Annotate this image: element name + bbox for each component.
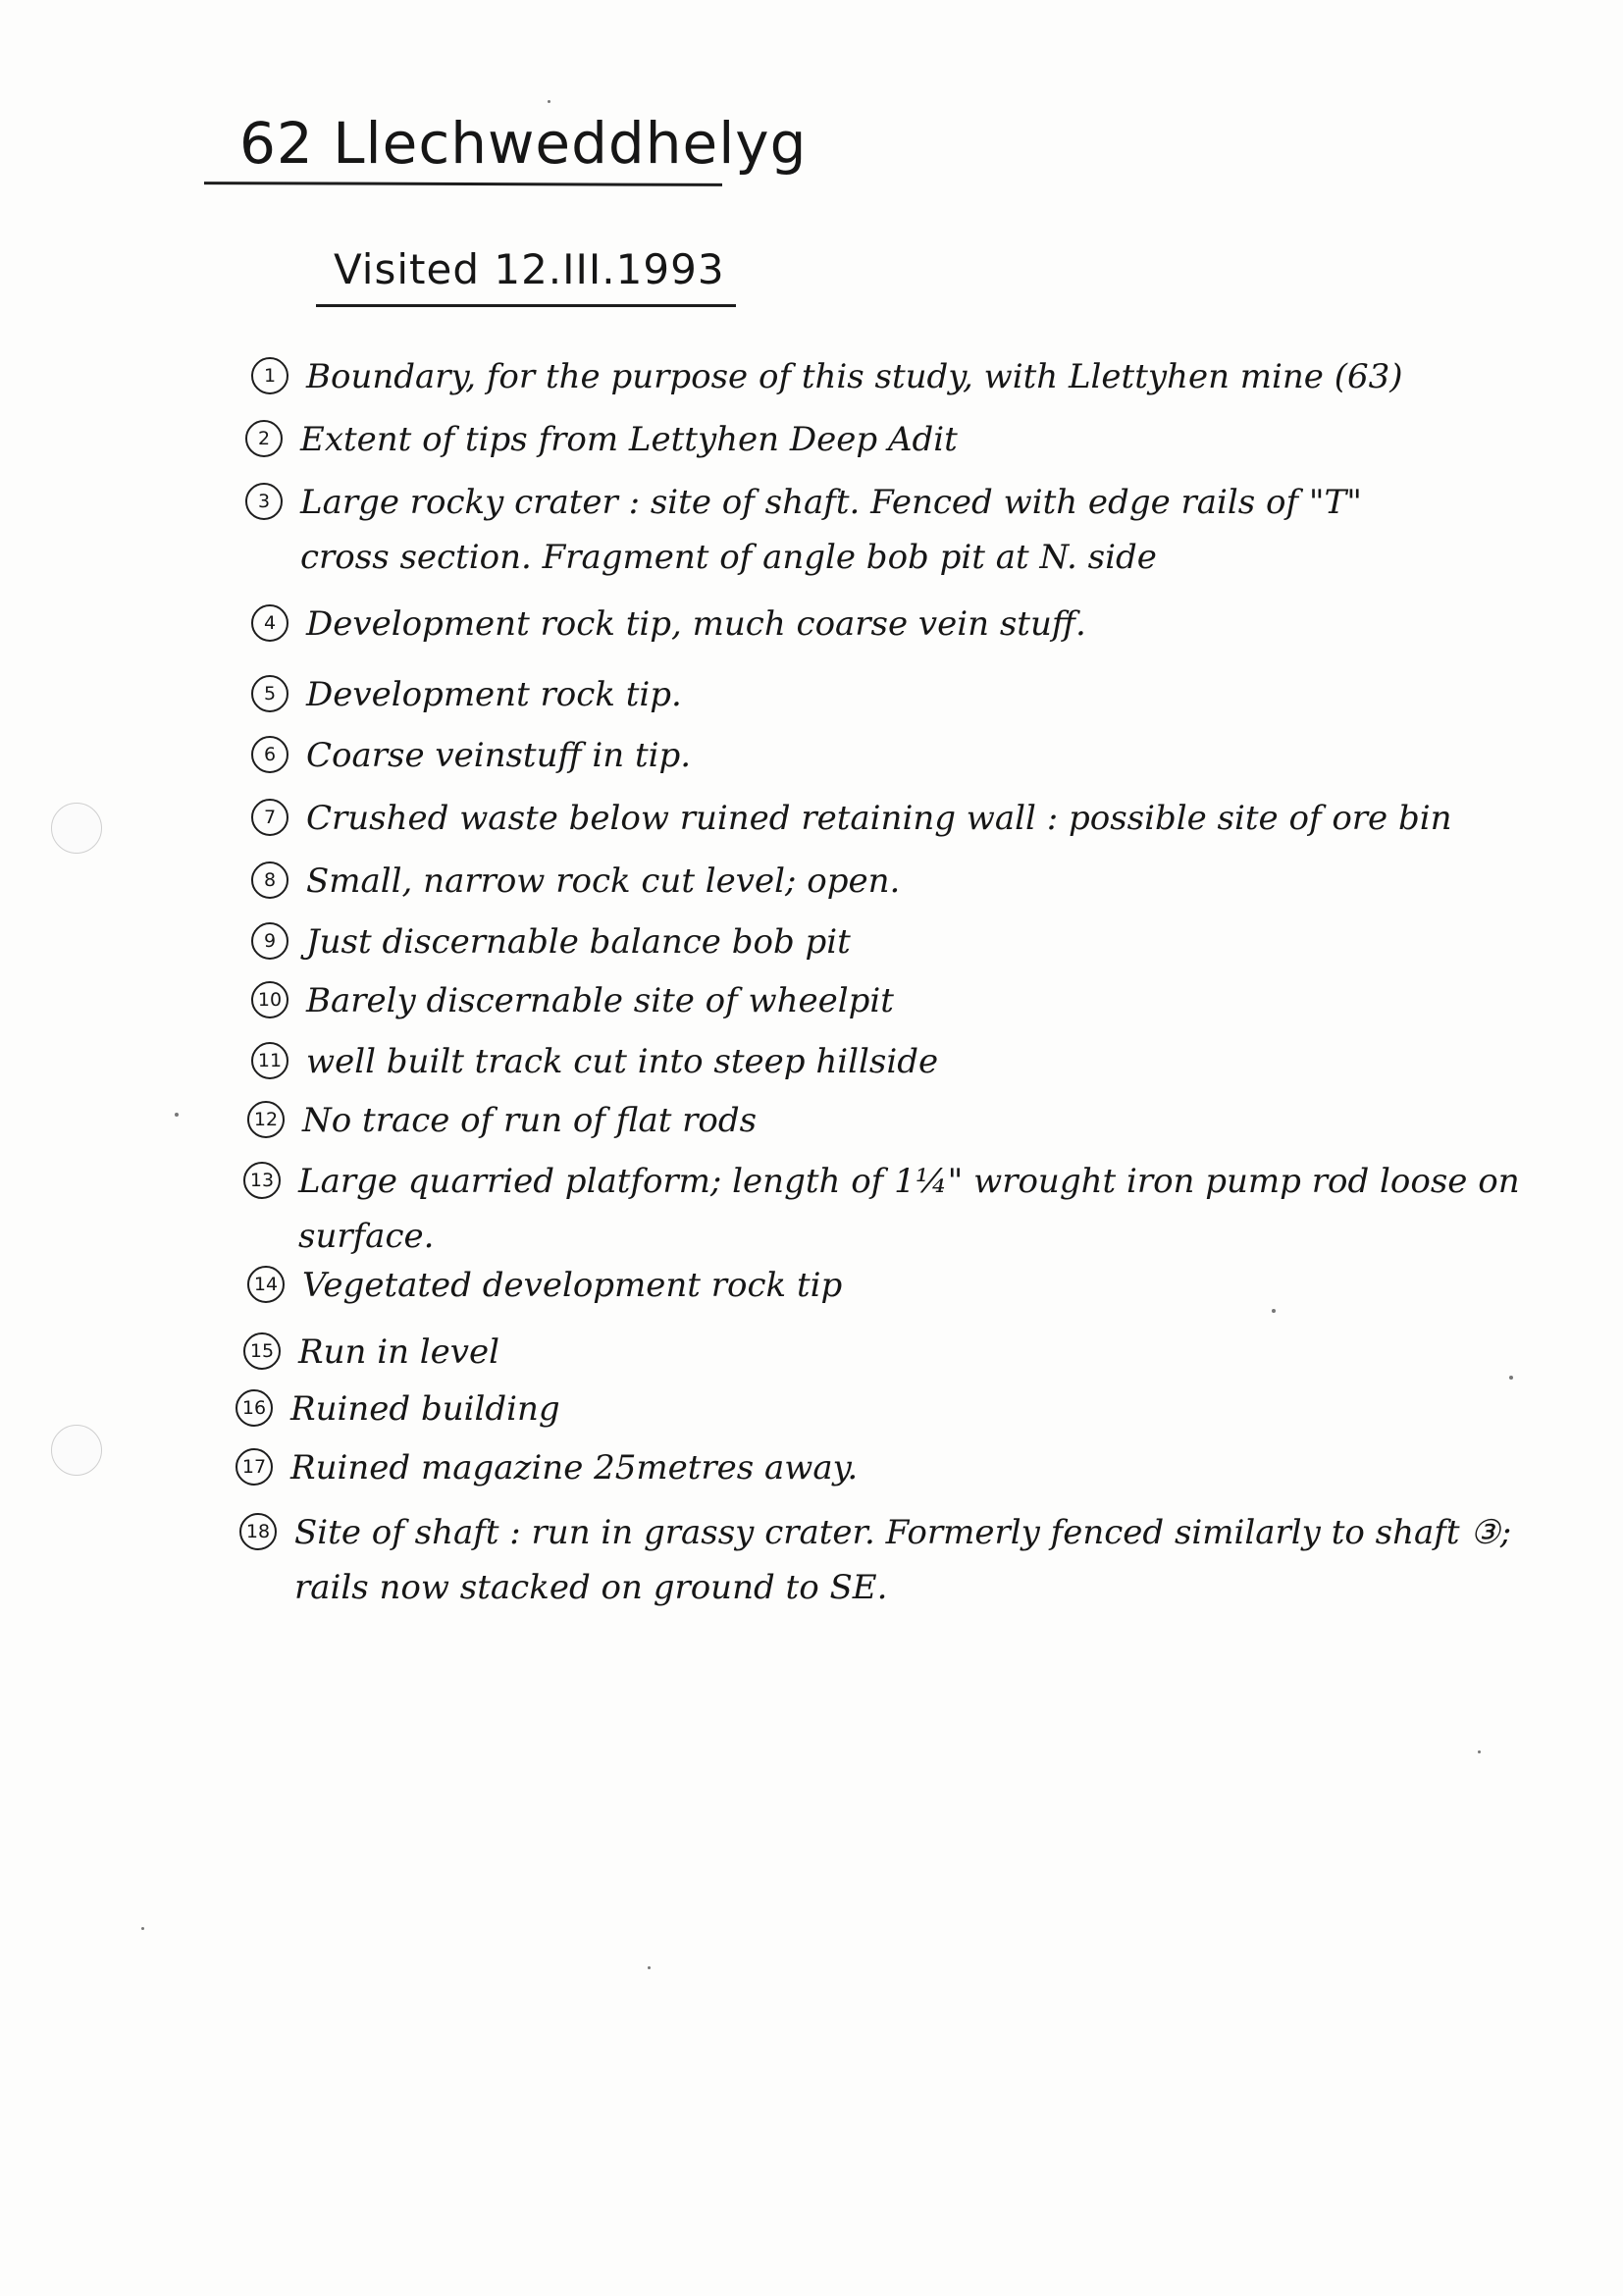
note-text-line: rails now stacked on ground to SE. (294, 1568, 888, 1607)
note-number: 17 (236, 1448, 273, 1486)
note-number: 7 (251, 799, 288, 836)
note-text (306, 973, 894, 1028)
note-number: 5 (251, 675, 288, 712)
paper-speck (141, 1927, 144, 1930)
note-text (290, 1382, 560, 1436)
note-item (251, 791, 1452, 846)
note-item (245, 475, 1362, 585)
note-item (251, 728, 691, 783)
note-text-line: Coarse veinstuff in tip. (306, 736, 692, 775)
note-text-line: Large rocky crater : site of shaft. Fenced with edge rails of "T" (300, 483, 1362, 522)
paper-speck (648, 1966, 651, 1969)
note-text-line: Just discernable balance bob pit (306, 922, 851, 962)
note-text-line: well built track cut into steep hillside (306, 1042, 939, 1081)
note-text-line: Boundary, for the purpose of this study, with Llettyhen mine (63) (306, 357, 1403, 396)
note-item (236, 1440, 858, 1495)
paper-speck (548, 100, 550, 103)
note-text-line: surface. (298, 1217, 435, 1256)
punch-hole-mark (51, 803, 102, 854)
note-text (306, 1034, 938, 1089)
note-text-line: Ruined building (290, 1389, 560, 1429)
paper-speck (1272, 1309, 1276, 1313)
note-text-line: Development rock tip, much coarse vein stuff. (306, 604, 1086, 644)
note-number: 4 (251, 604, 288, 642)
note-text (298, 1154, 1520, 1264)
note-text-line: Site of shaft : run in grassy crater. Formerly fenced similarly to shaft ③; (294, 1513, 1512, 1552)
note-number: 11 (251, 1042, 288, 1079)
note-item (247, 1258, 842, 1313)
note-number: 10 (251, 981, 288, 1018)
note-text-line: Extent of tips from Lettyhen Deep Adit (300, 420, 958, 459)
note-item (251, 597, 1086, 652)
title-underline (204, 182, 722, 186)
note-number: 2 (245, 420, 283, 457)
note-text (306, 791, 1452, 846)
paper-speck (1509, 1376, 1513, 1380)
note-text (294, 1505, 1511, 1615)
note-number: 18 (239, 1513, 277, 1550)
note-number: 12 (247, 1101, 285, 1138)
note-number: 14 (247, 1266, 285, 1303)
paper-speck (1478, 1750, 1481, 1753)
note-text-line: Barely discernable site of wheelpit (306, 981, 894, 1020)
note-text (298, 1325, 499, 1380)
note-item (251, 973, 894, 1028)
note-text (290, 1440, 858, 1495)
note-text (306, 349, 1403, 404)
note-number: 16 (236, 1389, 273, 1427)
note-text (306, 914, 851, 969)
note-number: 15 (243, 1332, 281, 1370)
note-number: 9 (251, 922, 288, 960)
note-text (306, 854, 900, 909)
visit-date: Visited 12.III.1993 (334, 245, 725, 293)
note-number: 8 (251, 861, 288, 899)
note-number: 6 (251, 736, 288, 773)
note-item (243, 1154, 1520, 1264)
note-text-line: Large quarried platform; length of 1¼" wrought iron pump rod loose on (298, 1162, 1520, 1201)
paper-speck (175, 1113, 179, 1117)
note-text (306, 667, 682, 722)
note-item (251, 1034, 938, 1089)
note-number: 1 (251, 357, 288, 394)
note-item (245, 412, 958, 467)
note-text-line: Vegetated development rock tip (302, 1266, 843, 1305)
note-text (302, 1258, 842, 1313)
note-text-line: Ruined magazine 25metres away. (290, 1448, 859, 1487)
note-item (251, 667, 682, 722)
note-text-line: cross section. Fragment of angle bob pit at N. side (300, 538, 1157, 577)
note-item (251, 854, 900, 909)
note-text-line: Run in level (298, 1332, 499, 1372)
note-text (300, 412, 958, 467)
page-title: 62 Llechweddhelyg (239, 110, 808, 177)
note-item (251, 914, 851, 969)
note-item (247, 1093, 757, 1148)
note-text-line: Small, narrow rock cut level; open. (306, 861, 901, 901)
note-text-line: Crushed waste below ruined retaining wall : possible site of ore bin (306, 799, 1452, 838)
note-item (251, 349, 1403, 404)
note-text (306, 728, 691, 783)
note-item (236, 1382, 560, 1436)
note-number: 3 (245, 483, 283, 520)
visit-date-underline (316, 304, 736, 307)
note-text-line: Development rock tip. (306, 675, 682, 714)
note-number: 13 (243, 1162, 281, 1199)
punch-hole-mark (51, 1425, 102, 1476)
note-text-line: No trace of run of flat rods (302, 1101, 758, 1140)
note-text (300, 475, 1362, 585)
note-item (243, 1325, 499, 1380)
note-item (239, 1505, 1511, 1615)
note-text (306, 597, 1086, 652)
note-text (302, 1093, 757, 1148)
